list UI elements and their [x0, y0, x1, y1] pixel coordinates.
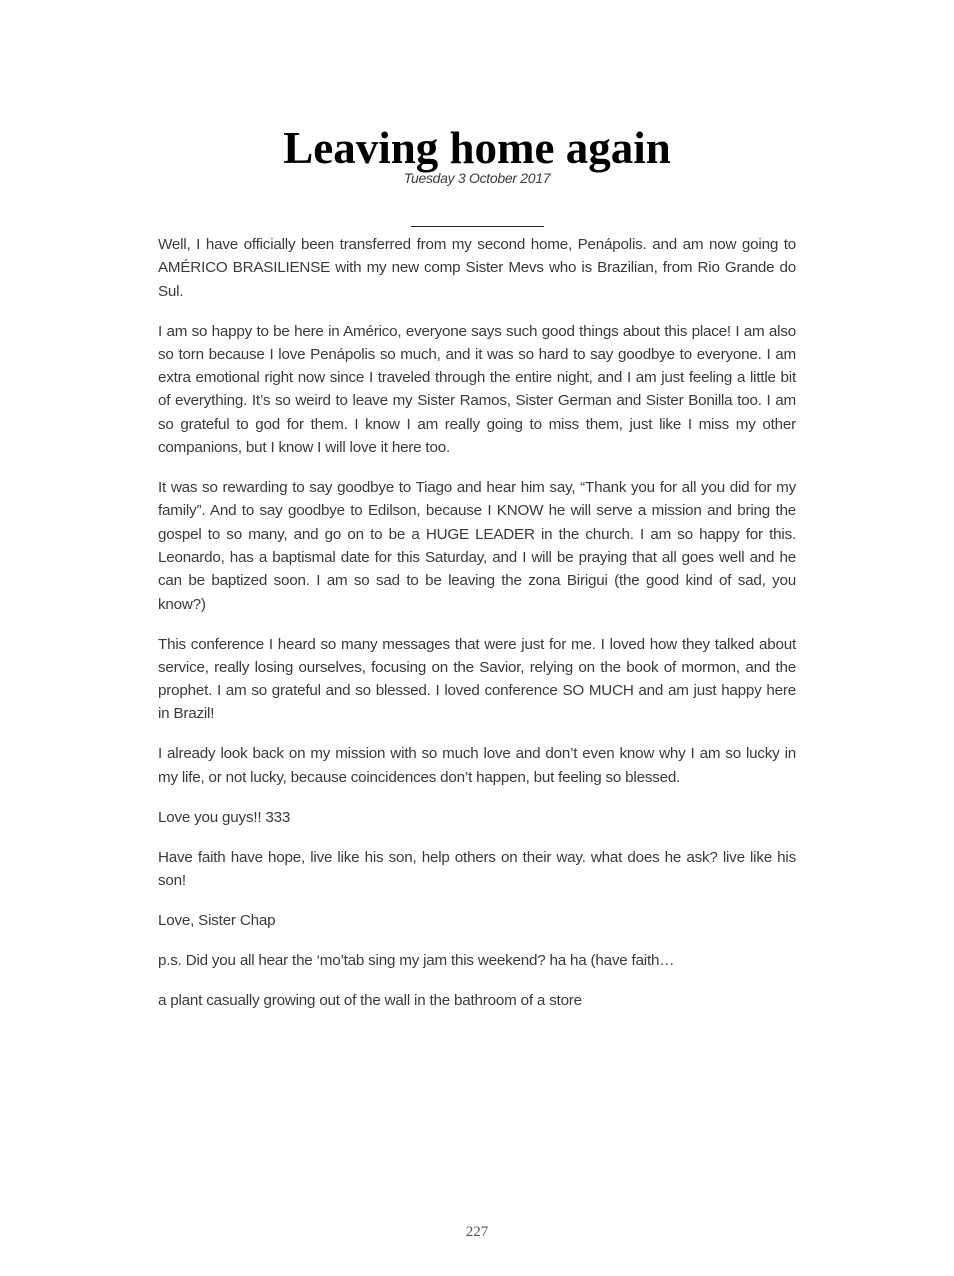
paragraph: I am so happy to be here in Américo, everyone says such good things about this place! I am also so torn because I love Penápolis so much, and it was so hard to say goodbye to everyone. I am extra emotional right now since I traveled through the entire night, and I am just feeling a little bit of everything. It’s so weird to leave my Sister Ramos, Sister German and Sister Bonilla too. I am so grateful to god for them. I know I am really going to miss them, just like I miss my other companions, but I know I will love it here too.: [158, 322, 796, 457]
paragraph: p.s. Did you all hear the ‘mo’tab sing my jam this weekend? ha ha (have faith…: [158, 951, 675, 969]
photo-caption: a plant casually growing out of the wall in the bathroom of a store: [158, 991, 582, 1009]
paragraph: This conference I heard so many messages that were just for me. I loved how they talked about service, really losing ourselves, focusing on the Savior, relying on the book of mormon, and the prophet. I am so grateful and so blessed. I loved conference SO MUCH and am just happy here in Brazil!: [158, 635, 796, 723]
paragraph: Love, Sister Chap: [158, 911, 276, 929]
paragraph: It was so rewarding to say goodbye to Tiago and hear him say, “Thank you for all you did for my family”. And to say goodbye to Edilson, because I KNOW he will serve a mission and bring the gospel to so many, and go on to be a HUGE LEADER in the church. I am so happy for this. Leonardo, has a baptismal date for this Saturday, and I will be praying that all goes well and he can be baptized soon. I am so sad to be leaving the zona Birigui (the good kind of sad, you know?): [158, 479, 796, 613]
page-title: Leaving home again: [283, 123, 671, 173]
paragraph: Well, I have officially been transferred from my second home, Penápolis. and am now going to AMÉRICO BRASILIENSE with my new comp Sister Mevs who is Brazilian, from Rio Grande do Sul.: [158, 236, 796, 300]
paragraph: Have faith have hope, live like his son, help others on their way. what does he ask? live like his son!: [158, 848, 796, 889]
paragraph: Love you guys!! 333: [158, 808, 291, 826]
title-divider: [411, 226, 544, 227]
paragraph: I already look back on my mission with so much love and don’t even know why I am so lucky in my life, or not lucky, because coincidences don’t happen, but feeling so blessed.: [158, 745, 796, 786]
article-body: [158, 233, 796, 1029]
page-number: 227: [465, 1224, 489, 1240]
post-date: Tuesday 3 October 2017: [403, 170, 551, 186]
